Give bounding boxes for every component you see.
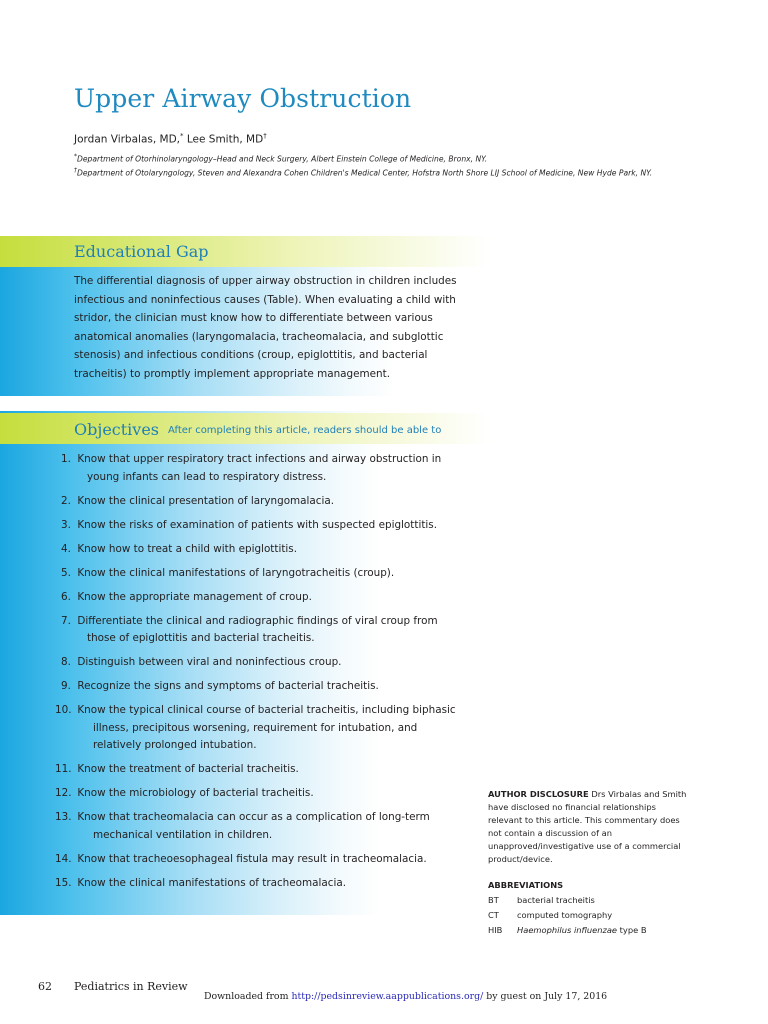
objective-text: Know that upper respiratory tract infections and airway obstruction in young infants can lead to respiratory distress. xyxy=(77,453,442,483)
objective-text: Know that tracheomalacia can occur as a complication of long-term mechanical ventilation in children. xyxy=(77,811,430,841)
objective-text: Know the clinical presentation of laryngomalacia. xyxy=(77,494,335,507)
abbreviation-meaning-rest: type B xyxy=(617,925,647,935)
author-disclosure-text: Drs Virbalas and Smith have disclosed no financial relationships relevant to this article. This commentary does not contain a discussion of an unapproved/investigative use of a commercial product/device. xyxy=(488,789,687,864)
objective-item xyxy=(74,613,464,648)
objective-item xyxy=(74,875,464,893)
objective-text: Differentiate the clinical and radiographic findings of viral croup from those of epiglottitis and bacterial tracheitis. xyxy=(77,614,438,645)
journal-name: Pediatrics in Review xyxy=(74,980,188,993)
abbreviation-meaning-text: bacterial tracheitis xyxy=(517,895,595,905)
objective-text: Know the microbiology of bacterial tracheitis. xyxy=(77,787,314,800)
objective-item xyxy=(74,851,464,869)
abbreviation-meaning-text: computed tomography xyxy=(517,910,613,920)
objective-item xyxy=(74,654,464,672)
objective-item xyxy=(74,702,464,755)
objective-text: Know how to treat a child with epiglottitis. xyxy=(77,542,298,555)
objective-text: Know that tracheoesophageal fistula may result in tracheomalacia. xyxy=(77,852,427,865)
objective-text: Distinguish between viral and noninfectious croup. xyxy=(77,656,342,669)
download-prefix: Downloaded from xyxy=(204,991,292,1002)
objective-item xyxy=(74,493,464,511)
objective-item xyxy=(74,541,464,559)
objective-item xyxy=(74,761,464,779)
objective-text: Know the clinical manifestations of laryngotracheitis (croup). xyxy=(77,566,395,579)
objective-text: Know the typical clinical course of bacterial tracheitis, including biphasic illness, precipitous worsening, requirement for intubation, and relatively prolonged intubation. xyxy=(77,704,456,752)
author-1-mark: * xyxy=(180,132,184,140)
download-suffix: by guest on July 17, 2016 xyxy=(483,991,608,1002)
affiliation-2 xyxy=(74,167,652,178)
objective-text: Recognize the signs and symptoms of bacterial tracheitis. xyxy=(77,680,379,693)
author-disclosure-label: AUTHOR DISCLOSURE xyxy=(488,789,589,799)
article-title: Upper Airway Obstruction xyxy=(74,84,412,113)
author-line xyxy=(74,132,267,146)
educational-gap-text: The differential diagnosis of upper airway obstruction in children includes infectious and noninfectious causes (Table). When evaluating a child with stridor, the clinician must know how to differentiate between various anatomical anomalies (laryngomalacia, tracheomalacia, and subglottic stenosis) and infectious conditions (croup, epiglottitis, and bacterial tracheitis) to promptly implement appropriate management. xyxy=(74,275,457,380)
abbreviation-meaning xyxy=(517,925,647,935)
page-number: 62 xyxy=(38,980,52,993)
objective-item xyxy=(74,565,464,583)
abbreviation-meaning xyxy=(517,910,612,920)
abbreviation-term: HIB xyxy=(488,925,503,935)
objective-text: Know the risks of examination of patients with suspected epiglottitis. xyxy=(77,518,438,531)
affiliation-2-text: Department of Otolaryngology, Steven and Alexandra Cohen Children's Medical Center, Hofstra North Shore LIJ School of Medicine, New Hyde Park, NY. xyxy=(77,168,653,178)
author-1: Jordan Virbalas, MD, xyxy=(74,133,181,146)
objectives-subheading: After completing this article, readers should be able to xyxy=(168,425,442,436)
author-2-mark: † xyxy=(263,132,267,140)
abbreviation-row xyxy=(488,895,595,905)
objective-item xyxy=(74,517,464,535)
objective-item xyxy=(74,785,464,803)
author-2: Lee Smith, MD xyxy=(183,133,264,146)
affiliation-2-mark: † xyxy=(74,167,77,174)
objectives-list xyxy=(74,451,464,899)
abbreviation-row xyxy=(488,925,647,935)
objectives-heading: Objectives xyxy=(74,420,160,439)
abbreviation-meaning-italic: Haemophilus influenzae xyxy=(517,925,618,935)
objective-item xyxy=(74,809,464,844)
abbreviation-term: BT xyxy=(488,895,499,905)
abbreviation-row xyxy=(488,910,612,920)
abbreviation-meaning xyxy=(517,895,595,905)
objective-item xyxy=(74,678,464,696)
download-notice xyxy=(204,991,607,1002)
objective-item xyxy=(74,451,464,486)
objective-text: Know the clinical manifestations of tracheomalacia. xyxy=(77,876,347,889)
objective-text: Know the treatment of bacterial tracheitis. xyxy=(77,763,299,776)
abbreviation-term: CT xyxy=(488,910,499,920)
objective-text: Know the appropriate management of croup. xyxy=(77,590,312,603)
objective-item xyxy=(74,589,464,607)
abbreviations-heading: ABBREVIATIONS xyxy=(488,880,564,890)
affiliation-1 xyxy=(74,153,487,164)
download-link[interactable]: http://pedsinreview.aappublications.org/ xyxy=(291,991,484,1002)
affiliation-1-text: Department of Otorhinolaryngology–Head and Neck Surgery, Albert Einstein College of Medicine, Bronx, NY. xyxy=(77,154,488,164)
author-disclosure xyxy=(488,788,688,865)
educational-gap-heading: Educational Gap xyxy=(74,242,209,261)
affiliation-1-mark: * xyxy=(74,153,77,160)
